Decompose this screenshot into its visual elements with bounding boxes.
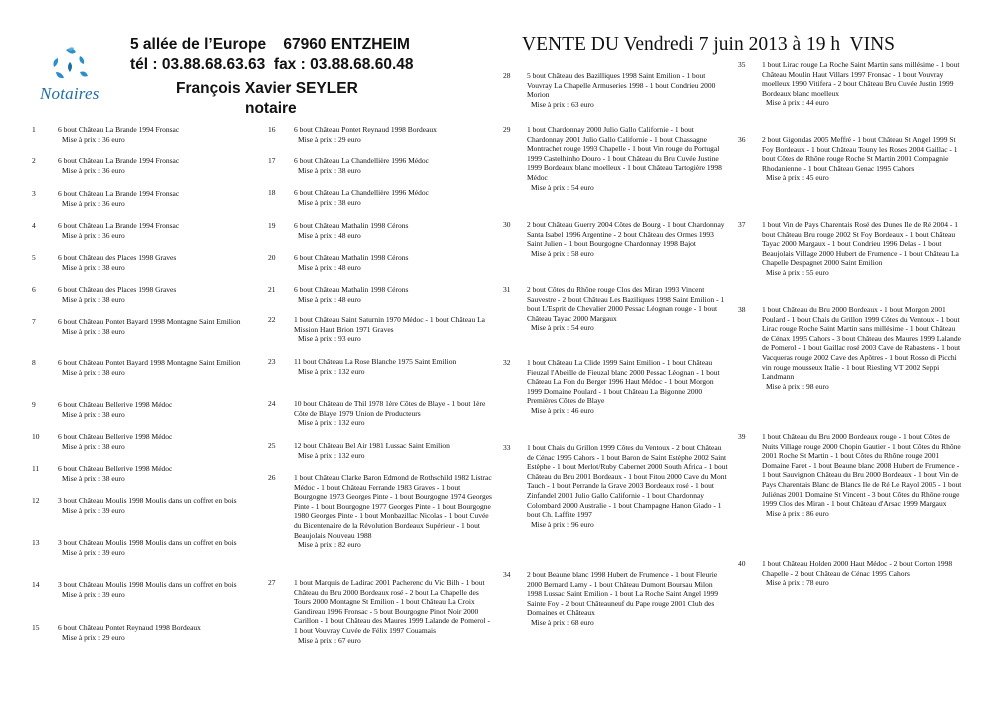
lot-price: Mise à prix : 68 euro xyxy=(531,617,594,627)
lot-item xyxy=(268,357,494,376)
lot-item xyxy=(32,496,260,515)
lot-description: 1 bout Château du Bru 2000 Bordeaux rouge - 1 bout Côtes de Nuits Village rouge 2000 Chopin Gautier - 1 bout Côtes du Rhône 2001 Roche St Martin - 1 bout Côtes du Rhône rouge 2001 Domaine Faret - 1 bout Beaune blanc 2008 Hubert de Frumence - 1 bout Sauvignon Château du Bru 2000 Bordeaux - 1 bout Vin de Pays Charentais Blanc de Blancs Ile de Ré Le Rayol 2005 - 1 bout Juliénas 2001 Domaine St Vincent - 3 bout Côtes du Rhône rouge 1999 Clos des Miran - 1 bout Château d'Arsac 1999 Margaux xyxy=(762,432,962,509)
notary-name: François Xavier SEYLER xyxy=(176,80,358,97)
lot-number: 3 xyxy=(32,189,36,198)
lot-item xyxy=(738,559,964,588)
lot-description: 11 bout Château La Rose Blanche 1975 Saint Emilion xyxy=(294,357,457,366)
lot-item xyxy=(738,220,964,278)
lot-description: 6 bout Château Bellerive 1998 Médoc xyxy=(58,400,173,409)
lot-price: Mise à prix : 39 euro xyxy=(62,505,125,515)
lot-description: 3 bout Château Moulis 1998 Moulis dans un coffret en bois xyxy=(58,580,237,589)
lot-item xyxy=(503,443,728,529)
notary-role: notaire xyxy=(245,100,297,117)
lot-description: 6 bout Château La Brande 1994 Fronsac xyxy=(58,125,180,134)
lot-number: 23 xyxy=(268,357,276,366)
lot-description: 12 bout Château Bel Air 1981 Lussac Saint Emilion xyxy=(294,441,450,450)
lot-price: Mise à prix : 38 euro xyxy=(62,326,125,336)
lot-number: 29 xyxy=(503,125,511,134)
lot-description: 1 bout Chardonnay 2000 Julio Gallo Californie - 1 bout Chardonnay 2001 Julio Gallo Californie - 1 bout Chassagne Montrachet rouge 1993 Chapelle - 1 bout Vin rouge du Portugal 1999 Castelhinho Douro - 1 bout Château du Bru Cuvée Justine 1999 Bordeaux blanc moelleux - 1 bout Château Tartogière 1998 Médoc xyxy=(527,125,722,182)
lot-description: 3 bout Château Moulis 1998 Moulis dans un coffret en bois xyxy=(58,538,237,547)
lot-number: 13 xyxy=(32,538,40,547)
lot-description: 1 bout Lirac rouge La Roche Saint Martin sans millésime - 1 bout Château Moulin Haut Villars 1997 Fronsac - 1 bout Vouvray moelleux 1990 Vitifera - 2 bout Château Bru Cuvée Justin 1999 Bordeaux blanc moelleux xyxy=(762,60,960,98)
lot-price: Mise à prix : 39 euro xyxy=(62,547,125,557)
lot-item xyxy=(738,432,964,518)
lot-description: 6 bout Château Mathalin 1998 Cérons xyxy=(294,285,409,294)
lot-item xyxy=(503,125,728,192)
lot-item xyxy=(268,473,494,550)
lot-price: Mise à prix : 38 euro xyxy=(298,197,361,207)
lot-description: 5 bout Château des Bazilliques 1998 Saint Emilion - 1 bout Vouvray La Chapelle Armuseries 1998 - 1 bout Condrieu 2000 Morion xyxy=(527,71,716,100)
lot-number: 35 xyxy=(738,60,746,69)
lot-price: Mise à prix : 36 euro xyxy=(62,134,125,144)
lot-description: 6 bout Château La Brande 1994 Fronsac xyxy=(58,156,180,165)
page-title: VENTE DU Vendredi 7 juin 2013 à 19 h VINS xyxy=(522,34,895,55)
lot-price: Mise à prix : 36 euro xyxy=(62,198,125,208)
lot-price: Mise à prix : 78 euro xyxy=(766,578,829,588)
lot-number: 38 xyxy=(738,305,746,314)
lot-description: 6 bout Château La Chandellière 1996 Médoc xyxy=(294,188,429,197)
lot-item xyxy=(32,358,260,377)
lot-price: Mise à prix : 48 euro xyxy=(298,230,361,240)
lot-description: 2 bout Château Guerry 2004 Côtes de Bourg - 1 bout Chardonnay Santa Isabel 1996 Argentine - 2 bout Château des Ormes 1993 Saint Julien - 1 bout Bourgogne Chardonnay 1998 Bajot xyxy=(527,220,725,249)
lot-description: 6 bout Château Mathalin 1998 Cérons xyxy=(294,253,409,262)
lot-description: 1 bout Château Saint Saturnin 1970 Médoc - 1 bout Château La Mission Haut Brion 1971 Graves xyxy=(294,315,486,334)
lot-number: 27 xyxy=(268,578,276,587)
lot-number: 28 xyxy=(503,71,511,80)
lot-description: 1 bout Château Clarke Baron Edmond de Rothschild 1982 Listrac Médoc - 1 bout Château Ferrande 1983 Graves - 1 bout Bourgogne 1973 Georges Pinte - 1 bout Bourgogne 1974 Georges Pinte - 1 bout Bourgogne 1977 Georges Pinte - 1 bout Bourgogne 1980 Georges Pinte - 1 bout Monbazillac Nicolas - 1 bout Cuvée du Bicentenaire de la Révolution Bordeaux Supérieur - 1 bout Beaujolais Nouveau 1988 xyxy=(294,473,492,540)
address-line: 5 allée de l’Europe 67960 ENTZHEIM xyxy=(130,36,410,53)
lot-price: Mise à prix : 29 euro xyxy=(298,134,361,144)
lot-number: 26 xyxy=(268,473,276,482)
lot-item xyxy=(32,221,260,240)
lot-description: 6 bout Château La Brande 1994 Fronsac xyxy=(58,221,180,230)
lot-description: 6 bout Château des Places 1998 Graves xyxy=(58,285,177,294)
lot-number: 18 xyxy=(268,188,276,197)
lot-price: Mise à prix : 132 euro xyxy=(298,450,365,460)
lot-number: 22 xyxy=(268,315,276,324)
lot-price: Mise à prix : 63 euro xyxy=(531,99,594,109)
lot-number: 34 xyxy=(503,570,511,579)
lot-number: 36 xyxy=(738,135,746,144)
lot-number: 19 xyxy=(268,221,276,230)
lot-description: 6 bout Château Pontet Reynaud 1998 Bordeaux xyxy=(294,125,437,134)
lot-item xyxy=(738,305,964,391)
lot-item xyxy=(32,125,260,144)
lot-price: Mise à prix : 36 euro xyxy=(62,230,125,240)
lot-description: 1 bout Château La Clide 1999 Saint Emilion - 1 bout Château Fieuzal l'Abeille de Fieuzal blanc 2000 Pessac Léognan - 1 bout Château La Fon du Berger 1996 Haut Médoc - 1 bout Morgon 1999 Domaine Poulard - 1 bout Château La Bigonne 2000 Premières Côtes de Blaye xyxy=(527,358,720,406)
lot-description: 6 bout Château Mathalin 1998 Cérons xyxy=(294,221,409,230)
lot-description: 6 bout Château La Brande 1994 Fronsac xyxy=(58,189,180,198)
lot-number: 10 xyxy=(32,432,40,441)
lot-item xyxy=(268,156,494,175)
lot-description: 6 bout Château Pontet Reynaud 1998 Bordeaux xyxy=(58,623,201,632)
lot-item xyxy=(268,578,494,645)
lot-description: 1 bout Château du Bru 2000 Bordeaux - 1 bout Morgon 2001 Poulard - 1 bout Chais du Grillon 1999 Côtes du Ventoux - 1 bout Lirac rouge Roche Saint Martin sans millésime - 1 bout Château de Cénax 1995 Cahors - 3 bout Château des Maures 1999 Lalande de Pomerol - 1 bout Gaillac rosé 2003 Cave de Rabastens - 1 bout Vacqueras rouge 2002 Cave des Apôtres - 1 bout Rosso di Picchi vin rouge mousseux Italie - 1 bout Riesling VT 2002 Seppi Landmann xyxy=(762,305,961,382)
lot-price: Mise à prix : 46 euro xyxy=(531,405,594,415)
lot-number: 8 xyxy=(32,358,36,367)
lot-number: 21 xyxy=(268,285,276,294)
lot-price: Mise à prix : 132 euro xyxy=(298,418,365,428)
lot-number: 11 xyxy=(32,464,40,473)
lot-item xyxy=(738,60,964,108)
lot-item xyxy=(268,221,494,240)
lot-item xyxy=(503,570,728,628)
lot-number: 32 xyxy=(503,358,511,367)
lot-item xyxy=(268,253,494,272)
lot-number: 37 xyxy=(738,220,746,229)
lot-number: 12 xyxy=(32,496,40,505)
lot-number: 16 xyxy=(268,125,276,134)
lot-item xyxy=(268,285,494,304)
lot-price: Mise à prix : 67 euro xyxy=(298,635,361,645)
notaires-logo-text: Notaires xyxy=(40,84,100,103)
lot-price: Mise à prix : 44 euro xyxy=(766,98,829,108)
phone-fax-line: tél : 03.88.68.63.63 fax : 03.88.68.60.48 xyxy=(130,56,414,73)
lot-price: Mise à prix : 29 euro xyxy=(62,632,125,642)
lot-price: Mise à prix : 93 euro xyxy=(298,334,361,344)
lot-price: Mise à prix : 55 euro xyxy=(766,267,829,277)
lot-number: 6 xyxy=(32,285,36,294)
lot-description: 1 bout Marquis de Ladirac 2001 Pacherenc du Vic Bilh - 1 bout Château du Bru 2000 Bordeaux rosé - 2 bout La Chapelle des Tours 2000 Montagne St Emilion - 1 bout Château La Croix Gandireau 1996 Fronsac - 5 bout Bourgogne Pinot Noir 2000 Carillon - 1 bout Château des Maures 1999 Lalande de Pomerol - 1 bout Vouvray Cuvée de Félix 1997 Couamais xyxy=(294,578,490,635)
lot-item xyxy=(503,220,728,258)
notaires-emblem-icon xyxy=(54,47,89,78)
lot-number: 4 xyxy=(32,221,36,230)
lot-item xyxy=(32,432,260,451)
lot-description: 6 bout Château Pontet Bayard 1998 Montagne Saint Emilion xyxy=(58,358,241,367)
lot-item xyxy=(32,400,260,419)
lot-number: 1 xyxy=(32,125,36,134)
lot-number: 25 xyxy=(268,441,276,450)
lot-item xyxy=(503,71,728,109)
lot-price: Mise à prix : 54 euro xyxy=(531,182,594,192)
lot-price: Mise à prix : 48 euro xyxy=(298,262,361,272)
lot-price: Mise à prix : 45 euro xyxy=(766,173,829,183)
lot-price: Mise à prix : 54 euro xyxy=(531,323,594,333)
lot-number: 30 xyxy=(503,220,511,229)
lot-item xyxy=(268,399,494,428)
lot-price: Mise à prix : 38 euro xyxy=(298,165,361,175)
lot-description: 2 bout Beaune blanc 1998 Hubert de Frumence - 1 bout Fleurie 2000 Bernard Lamy - 1 bout Château Dumont Boursau Milon 1998 Lussac Saint Emilion - 1 bout La Roche Saint Angel 1999 Sainte Foy - 2 bout Châteauneuf du Pape rouge 2001 Club des Domaines et Châteaux xyxy=(527,570,719,618)
lot-item xyxy=(32,464,260,483)
lot-item xyxy=(268,441,494,460)
lot-number: 7 xyxy=(32,317,36,326)
lot-item xyxy=(32,285,260,304)
lot-item xyxy=(32,253,260,272)
lot-item xyxy=(32,580,260,599)
lot-price: Mise à prix : 38 euro xyxy=(62,409,125,419)
lot-price: Mise à prix : 96 euro xyxy=(531,519,594,529)
lot-number: 39 xyxy=(738,432,746,441)
lot-description: 3 bout Château Moulis 1998 Moulis dans un coffret en bois xyxy=(58,496,237,505)
lot-description: 6 bout Château La Chandellière 1996 Médoc xyxy=(294,156,429,165)
lot-number: 31 xyxy=(503,285,511,294)
lot-number: 33 xyxy=(503,443,511,452)
lot-price: Mise à prix : 48 euro xyxy=(298,294,361,304)
lot-price: Mise à prix : 86 euro xyxy=(766,508,829,518)
lot-number: 5 xyxy=(32,253,36,262)
lot-number: 14 xyxy=(32,580,40,589)
lot-price: Mise à prix : 38 euro xyxy=(62,294,125,304)
lot-description: 2 bout Côtes du Rhône rouge Clos des Miran 1993 Vincent Sauvestre - 2 bout Château Les Baziliques 1998 Saint Emilion - 1 bout L'Esprit de Chevalier 2000 Pessac Léognan rouge - 1 bout Château Tayac 2000 Margaux xyxy=(527,285,725,323)
lot-item xyxy=(268,315,494,344)
lot-item xyxy=(503,285,728,333)
lot-description: 1 bout Vin de Pays Charentais Rosé des Dunes Ile de Ré 2004 - 1 bout Château Bru rouge 2002 St Foy Bordeaux - 1 bout Château Tayac 2000 Margaux - 1 bout Condrieu 1996 Delas - 1 bout Beaujolais Village 2000 Hubert de Frumence - 1 bout Château La Chapelle Despagnet 2000 Saint Emilion xyxy=(762,220,959,268)
lot-price: Mise à prix : 58 euro xyxy=(531,248,594,258)
lot-price: Mise à prix : 98 euro xyxy=(766,381,829,391)
lot-description: 6 bout Château Bellerive 1998 Médoc xyxy=(58,464,173,473)
lot-number: 2 xyxy=(32,156,36,165)
lot-price: Mise à prix : 39 euro xyxy=(62,589,125,599)
lot-price: Mise à prix : 38 euro xyxy=(62,262,125,272)
lot-description: 6 bout Château Pontet Bayard 1998 Montagne Saint Emilion xyxy=(58,317,241,326)
lot-description: 1 bout Chais du Grillon 1999 Côtes du Ventoux - 2 bout Château de Cénac 1995 Cahors - 1 bout Baron de Saint Estèphe 2002 Saint Estèphe - 1 bout Merlot/Ruby Cabernet 2000 South Africa - 1 bout Château du Bru 2001 Bordeaux - 1 bout Fitou 2000 Cave du Mont Tauch - 1 bout Perrande la Grave 2003 Bordeaux rosé - 1 bout Zinfandel 2001 Julio Gallo Californie - 1 bout Chardonnay Colombard 2000 Australie - 1 bout Champagne Hanon Giado - 1 bout Ch. Laffite 1997 xyxy=(527,443,728,520)
lot-number: 15 xyxy=(32,623,40,632)
lot-item xyxy=(32,156,260,175)
lot-price: Mise à prix : 132 euro xyxy=(298,366,365,376)
lot-item xyxy=(503,358,728,416)
lot-description: 10 bout Château de Thil 1978 1ère Côtes de Blaye - 1 bout 1ère Côte de Blaye 1979 Union de Producteurs xyxy=(294,399,486,418)
lot-item xyxy=(738,135,964,183)
lot-item xyxy=(32,538,260,557)
lot-item xyxy=(268,188,494,207)
lot-description: 2 bout Gigondas 2005 Meffré - 1 bout Château St Angel 1999 St Foy Bordeaux - 1 bout Château Touny les Roses 2004 Gaillac - 1 bout Côtes de Rhône rouge Roche St Martin 2001 Compagnie Rhodanienne - 1 bout Château Genac 1995 Cahors xyxy=(762,135,958,173)
lot-price: Mise à prix : 38 euro xyxy=(62,473,125,483)
lot-number: 9 xyxy=(32,400,36,409)
lot-price: Mise à prix : 82 euro xyxy=(298,540,361,550)
lot-price: Mise à prix : 38 euro xyxy=(62,441,125,451)
lot-description: 6 bout Château Bellerive 1998 Médoc xyxy=(58,432,173,441)
lot-item xyxy=(32,189,260,208)
lot-price: Mise à prix : 36 euro xyxy=(62,165,125,175)
lot-description: 1 bout Château Holden 2000 Haut Médoc - 2 bout Corton 1998 Chapelle - 2 bout Château de Cénac 1995 Cahors xyxy=(762,559,953,578)
lot-item xyxy=(32,317,260,336)
lot-number: 20 xyxy=(268,253,276,262)
lot-description: 6 bout Château des Places 1998 Graves xyxy=(58,253,177,262)
lot-item xyxy=(268,125,494,144)
lot-number: 17 xyxy=(268,156,276,165)
lot-price: Mise à prix : 38 euro xyxy=(62,367,125,377)
lot-item xyxy=(32,623,260,642)
lot-number: 24 xyxy=(268,399,276,408)
lot-number: 40 xyxy=(738,559,746,568)
